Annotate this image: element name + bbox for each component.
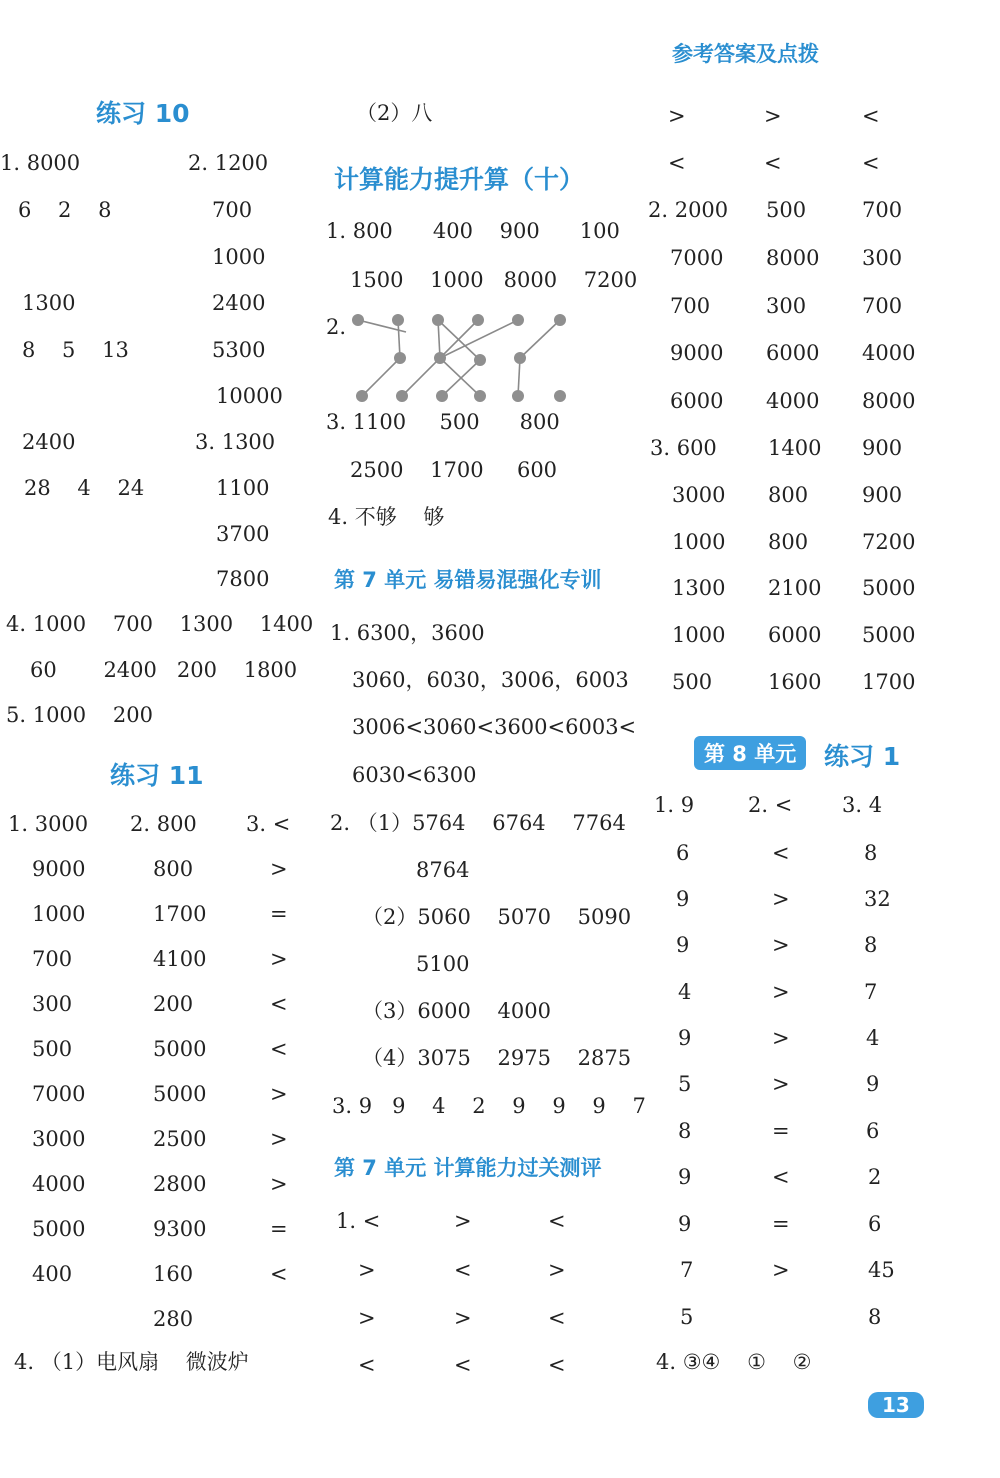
answer-line: 5000: [32, 1217, 86, 1241]
answer-line: >: [772, 980, 790, 1004]
answer-line: 4. （1）电风扇 微波炉: [14, 1350, 249, 1374]
answer-line: 5000: [862, 623, 916, 647]
answer-line: 3. 1100 500 800: [326, 410, 560, 434]
answer-line: <: [668, 151, 686, 175]
answer-line: 2400: [212, 291, 266, 315]
section-title-unit7-errors: 第 7 单元 易错易混强化专训: [334, 568, 602, 592]
answer-line: 6000: [766, 341, 820, 365]
section-title-calc-ability: 计算能力提升算（十）: [334, 165, 585, 194]
answer-line: 3. 9 9 4 2 9 9 9 7: [332, 1094, 646, 1118]
answer-line: 700: [212, 198, 253, 222]
answer-line: <: [548, 1209, 566, 1233]
answer-line: 300: [862, 246, 903, 270]
answer-line: 2500 1700 600: [350, 458, 558, 482]
answer-line: >: [270, 947, 288, 971]
answer-line: 1. 6300，3600: [330, 621, 485, 645]
answer-line: 2500: [153, 1127, 207, 1151]
answer-line: 7200: [862, 530, 916, 554]
answer-line: 3000: [672, 483, 726, 507]
answer-line: 28 4 24: [24, 476, 145, 500]
answer-line: 700: [862, 198, 903, 222]
answer-line: 800: [153, 857, 194, 881]
answer-line: 6 2 8: [18, 198, 112, 222]
answer-line: <: [862, 151, 880, 175]
answer-line: 4. ③④ ① ②: [656, 1350, 812, 1374]
answer-line: >: [772, 933, 790, 957]
answer-line: 3. <: [246, 812, 291, 836]
answer-line: >: [358, 1306, 376, 1330]
answer-line: 3060，6030，3006，6003: [352, 668, 629, 692]
answer-line: 9: [678, 1212, 692, 1236]
unit8-badge: 第 8 单元: [694, 736, 806, 770]
answer-line: 8764: [416, 858, 470, 882]
answer-line: =: [772, 1212, 790, 1236]
answer-line: <: [772, 841, 790, 865]
answer-line: 9300: [153, 1217, 207, 1241]
answer-line: 500: [766, 198, 807, 222]
answer-line: >: [764, 104, 782, 128]
answer-line: 5300: [212, 338, 266, 362]
answer-line: 6: [866, 1119, 880, 1143]
answer-line: <: [454, 1353, 472, 1377]
answer-line: 2800: [153, 1172, 207, 1196]
answer-line: 160: [153, 1262, 194, 1286]
answer-line: 4100: [153, 947, 207, 971]
answer-line: 8000: [862, 389, 916, 413]
answer-line: 300: [32, 992, 73, 1016]
answer-line: 8: [864, 933, 878, 957]
answer-line: 2. 2000: [648, 198, 729, 222]
answer-line: 3700: [216, 522, 270, 546]
answer-line: 1700: [862, 670, 916, 694]
answer-line: （2）八: [356, 101, 433, 125]
answer-line: 2100: [768, 576, 822, 600]
answer-line: >: [454, 1209, 472, 1233]
answer-line: 4. 1000 700 1300 1400: [6, 612, 314, 636]
answer-line: 5: [678, 1072, 692, 1096]
answer-line: 6030<6300: [352, 763, 477, 787]
answer-line: 9: [678, 1165, 692, 1189]
answer-line: 2: [868, 1165, 882, 1189]
answer-line: 1700: [153, 902, 207, 926]
answer-line: 500: [32, 1037, 73, 1061]
answer-line: 1400: [768, 436, 822, 460]
answer-line: 2400: [22, 430, 76, 454]
answer-line: 2.: [326, 315, 347, 339]
answer-line: 8 5 13: [22, 338, 129, 362]
answer-line: 1500 1000 8000 7200: [350, 268, 638, 292]
answer-line: 7: [680, 1258, 694, 1282]
answer-line: >: [772, 887, 790, 911]
answer-line: >: [270, 1127, 288, 1151]
answer-line: 900: [862, 436, 903, 460]
answer-line: >: [772, 1026, 790, 1050]
answer-line: 9: [678, 1026, 692, 1050]
answer-line: 3. 1300: [195, 430, 276, 454]
answer-line: 3006<3060<3600<6003<: [352, 715, 637, 739]
answer-line: 5000: [862, 576, 916, 600]
answer-line: 4000: [766, 389, 820, 413]
answer-line: 500: [672, 670, 713, 694]
answer-line: 7000: [670, 246, 724, 270]
answer-line: 8000: [766, 246, 820, 270]
answer-line: 1000: [672, 623, 726, 647]
answer-line: <: [358, 1353, 376, 1377]
answer-line: 5000: [153, 1037, 207, 1061]
answer-line: 9: [676, 887, 690, 911]
answer-line: <: [270, 1037, 288, 1061]
answer-line: 1000: [672, 530, 726, 554]
answer-line: 280: [153, 1307, 194, 1331]
answer-line: =: [270, 1217, 288, 1241]
answer-line: >: [270, 1082, 288, 1106]
answer-line: 5100: [416, 952, 470, 976]
section-title-exercise-1: 练习 1: [824, 742, 901, 771]
answer-line: 1000: [212, 245, 266, 269]
answer-line: 2. （1）5764 6764 7764: [330, 811, 626, 835]
answer-line: 700: [670, 294, 711, 318]
answer-line: 5: [680, 1305, 694, 1329]
answer-line: 4: [866, 1026, 880, 1050]
page-header: 参考答案及点拨: [672, 42, 819, 66]
answer-line: 3000: [32, 1127, 86, 1151]
answer-line: 800: [768, 483, 809, 507]
answer-line: 1600: [768, 670, 822, 694]
answer-line: <: [270, 992, 288, 1016]
answer-line: 6000: [768, 623, 822, 647]
answer-line: 8: [678, 1119, 692, 1143]
answer-line: <: [764, 151, 782, 175]
answer-line: 5000: [153, 1082, 207, 1106]
answer-line: <: [548, 1306, 566, 1330]
answer-line: 9: [676, 933, 690, 957]
answer-line: <: [548, 1353, 566, 1377]
answer-line: =: [772, 1119, 790, 1143]
answer-line: 9000: [32, 857, 86, 881]
answer-line: 1. 800 400 900 100: [326, 219, 620, 243]
answer-line: 1000: [32, 902, 86, 926]
answer-line: 1. 8000: [0, 151, 81, 175]
answer-line: 60 2400 200 1800: [30, 658, 298, 682]
answer-line: <: [454, 1258, 472, 1282]
answer-line: >: [270, 857, 288, 881]
answer-line: 400: [32, 1262, 73, 1286]
answer-line: 4000: [862, 341, 916, 365]
answer-line: 700: [862, 294, 903, 318]
answer-line: 3. 4: [842, 793, 883, 817]
page-number: 13: [868, 1392, 924, 1418]
answer-line: 900: [862, 483, 903, 507]
answer-line: =: [270, 902, 288, 926]
section-title-exercise-10: 练习 10: [96, 99, 190, 128]
answer-line: <: [862, 104, 880, 128]
answer-line: 9: [866, 1072, 880, 1096]
answer-line: >: [548, 1258, 566, 1282]
answer-line: 1. 9: [654, 793, 695, 817]
answer-line: <: [270, 1262, 288, 1286]
answer-line: <: [772, 1165, 790, 1189]
answer-line: >: [668, 104, 686, 128]
answer-line: >: [772, 1258, 790, 1282]
answer-line: 700: [32, 947, 73, 971]
answer-line: 4: [678, 980, 692, 1004]
answer-line: （3）6000 4000: [362, 999, 551, 1023]
answer-line: 45: [868, 1258, 895, 1282]
answer-line: 4000: [32, 1172, 86, 1196]
answer-line: 300: [766, 294, 807, 318]
answer-line: 2. 1200: [188, 151, 269, 175]
answer-line: 7: [864, 980, 878, 1004]
answer-line: 7800: [216, 567, 270, 591]
answer-line: 4. 不够 够: [328, 505, 445, 529]
answer-line: 3. 600: [650, 436, 717, 460]
answer-line: >: [358, 1258, 376, 1282]
answer-line: 8: [868, 1305, 882, 1329]
answer-line: 6: [676, 841, 690, 865]
answer-line: >: [454, 1306, 472, 1330]
answer-line: >: [772, 1072, 790, 1096]
answer-line: 10000: [216, 384, 283, 408]
answer-line: 8: [864, 841, 878, 865]
answer-line: 9000: [670, 341, 724, 365]
answer-line: 1300: [672, 576, 726, 600]
answer-line: 2. 800: [130, 812, 197, 836]
answer-line: （2）5060 5070 5090: [362, 905, 632, 929]
answer-line: 1100: [216, 476, 270, 500]
answer-line: 6: [868, 1212, 882, 1236]
section-title-exercise-11: 练习 11: [110, 761, 204, 790]
matching-diagram: [340, 308, 580, 408]
answer-line: 1300: [22, 291, 76, 315]
answer-line: >: [270, 1172, 288, 1196]
answer-line: 1. 3000: [8, 812, 89, 836]
section-title-unit7-test: 第 7 单元 计算能力过关测评: [334, 1156, 602, 1180]
answer-line: 5. 1000 200: [6, 703, 153, 727]
answer-line: （4）3075 2975 2875: [362, 1046, 632, 1070]
answer-line: 32: [864, 887, 891, 911]
answer-line: 7000: [32, 1082, 86, 1106]
answer-line: 200: [153, 992, 194, 1016]
answer-line: 1. <: [336, 1209, 381, 1233]
answer-line: 800: [768, 530, 809, 554]
answer-line: 6000: [670, 389, 724, 413]
answer-line: 2. <: [748, 793, 793, 817]
